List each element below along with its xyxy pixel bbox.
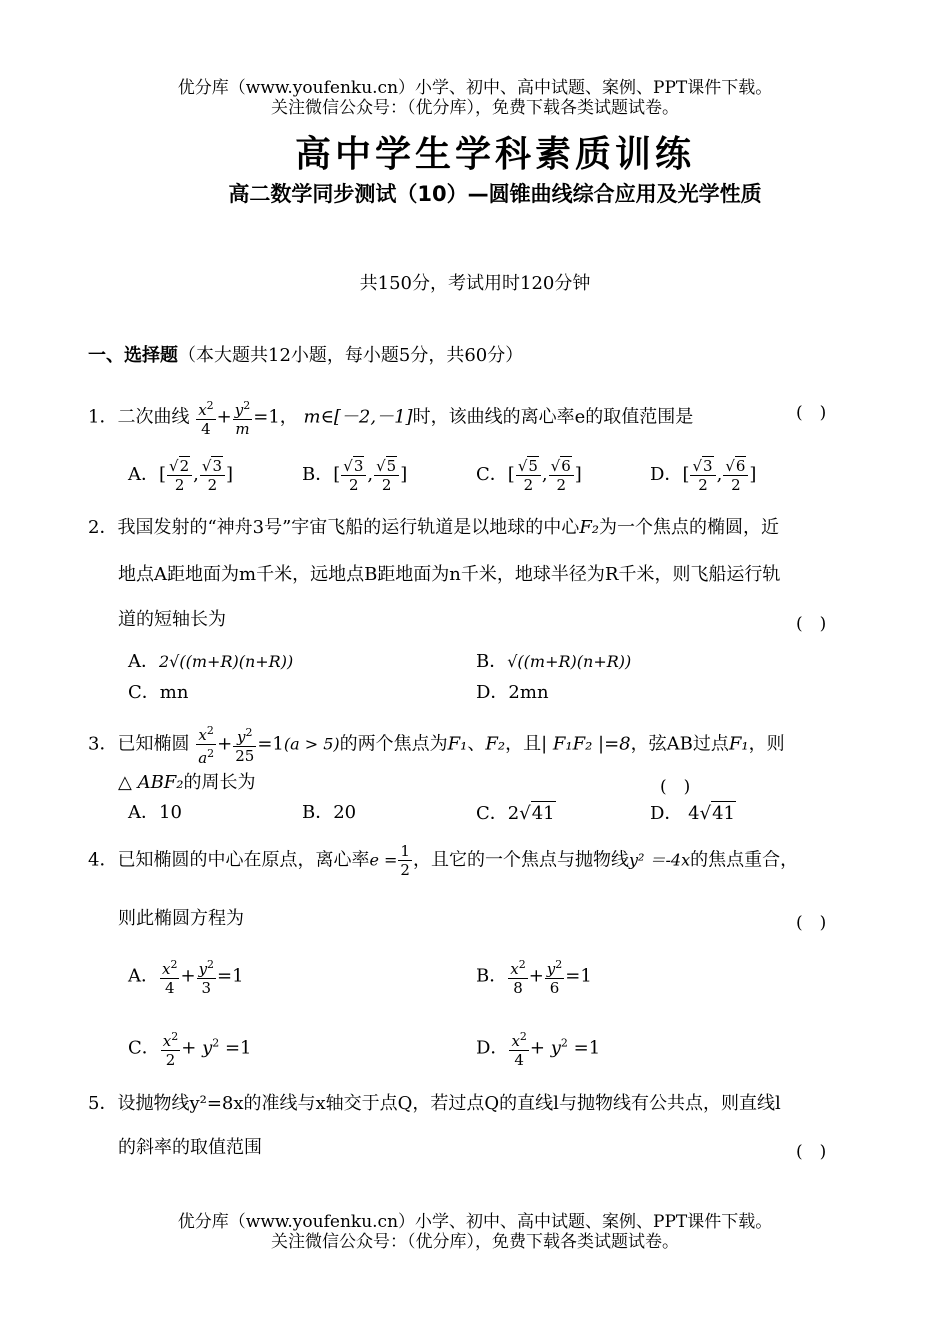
q4-option-b[interactable]: B． $\frac{x^2}{8}$ + $\frac{y^2}{6}$ =1 (476, 958, 592, 997)
q1-option-b-label: B． (302, 464, 334, 485)
q3-post: ，弦AB过点 (630, 733, 729, 755)
q2-text-a: 我国发射的“神舟3号”宇宙飞船的运行轨道是以地球的中心 (117, 517, 580, 538)
q4-post: 的焦点重合， (690, 849, 799, 871)
q4-option-d-label: D． (476, 1037, 509, 1059)
q4-answer-blank[interactable]: ( ) (796, 913, 827, 933)
q3-mid2: ，且 (505, 733, 542, 755)
q3-option-b[interactable]: B．20 (302, 802, 357, 823)
q5-answer-blank[interactable]: ( ) (796, 1142, 827, 1162)
q1-answer-blank[interactable]: ( ) (796, 403, 827, 423)
q3-f2: F₂ (485, 733, 506, 755)
q4-number: 4． (88, 849, 118, 871)
section-label: 一、选择题 (88, 345, 178, 366)
question-4-line2: 则此椭圆方程为 (118, 908, 244, 929)
page-title: 高中学生学科素质训练 (294, 134, 695, 175)
q3-answer-blank[interactable]: ( ) (660, 777, 691, 797)
q1-option-a[interactable]: A．[ $\frac{√2}{2}$ , $\frac{√3}{2}$ ] (128, 457, 234, 494)
q1-option-a-label: A． (128, 464, 159, 485)
question-2-line2: 地点A距地面为m千米，远地点B距地面为n千米，地球半径为R千米，则飞船运行轨 (118, 564, 781, 585)
q4-e: e = (369, 850, 398, 870)
q2-option-c[interactable]: C．mn (128, 682, 189, 703)
q2-option-b-expr: √((m+R)(n+R)) (507, 652, 632, 671)
question-3-line2 (118, 771, 256, 795)
page-subtitle: 高二数学同步测试（10）—圆锥曲线综合应用及光学性质 (228, 182, 762, 206)
q2-option-b-label: B． (476, 651, 508, 672)
q5-line1: 设抛物线y²=8x的准线与x轴交于点Q，若过点Q的直线l与抛物线有公共点，则直线l (117, 1093, 781, 1114)
q3-option-a[interactable]: A．10 (128, 802, 182, 823)
q2-option-a-expr: 2√((m+R)(n+R)) (159, 652, 294, 671)
watermark-header-line1: 优分库（www.youfenku.cn）小学、初中、高中试题、案例、PPT课件下载。 (177, 78, 773, 98)
q2-text-b: 为一个焦点的椭圆，近 (599, 517, 780, 538)
q2-option-a-label: A． (128, 651, 159, 672)
q3-line2-text: 的周长为 (183, 772, 256, 793)
q1-number: 1． (88, 406, 118, 428)
q1-option-c-label: C． (476, 464, 508, 485)
section-heading (88, 344, 523, 368)
q3-number: 3． (88, 733, 118, 755)
watermark-footer-line2: 关注微信公众号：（优分库），免费下载各类试题试卷。 (271, 1232, 679, 1252)
question-5-line2: 的斜率的取值范围 (118, 1137, 262, 1158)
q1-option-d[interactable]: D．[ $\frac{√3}{2}$ , $\frac{√6}{2}$ ] (650, 457, 757, 494)
q4-pre: 已知椭圆的中心在原点，离心率 (117, 849, 370, 871)
q3-pre: 已知椭圆 (117, 733, 190, 755)
q1-option-c[interactable]: C．[ $\frac{√5}{2}$ , $\frac{√6}{2}$ ] (476, 457, 582, 494)
q4-mid: ，且它的一个焦点与抛物线 (412, 849, 629, 871)
watermark-header-line2: 关注微信公众号：（优分库），免费下载各类试题试卷。 (271, 98, 679, 118)
question-4-line1: 4．已知椭圆的中心在原点，离心率e = $\frac{1}{2}$ ，且它的一个焦点与抛物线y² ＝-4x的焦点重合， (88, 842, 799, 879)
q3-option-d-coef: 4 (688, 803, 700, 824)
question-1: 1．二次曲线 $\frac{x^2}{4}$ + $\frac{y^2}{m}$ =1， m∈[－2,－1]时，该曲线的离心率e的取值范围是 (88, 399, 694, 438)
q1-frac-y: $\frac{y^2}{m}$ (234, 399, 251, 438)
q1-mid: ， (279, 406, 298, 428)
section-desc: （本大题共12小题，每小题5分，共60分） (178, 345, 524, 366)
q3-sep: 、 (467, 733, 486, 755)
q2-option-d[interactable]: D．2mn (476, 682, 549, 703)
q1-option-d-label: D． (650, 464, 683, 485)
q2-option-b[interactable] (476, 650, 631, 674)
q3-option-c-radicand: 41 (531, 803, 555, 824)
q4-option-a[interactable]: A． $\frac{x^2}{4}$ + $\frac{y^2}{3}$ =1 (128, 958, 244, 997)
q3-f1b: F₁ (728, 733, 749, 755)
question-2-line1 (88, 516, 779, 540)
q3-option-c[interactable]: C．2√41 (476, 803, 555, 824)
question-3-line1: 3．已知椭圆 $\frac{x^2}{a^2}$ + $\frac{y^2}{25}$ =1(a > 5)的两个焦点为F₁、F₂，且| F₁F₂ |=8，弦AB过点F₁，则 (88, 724, 785, 767)
q1-pre: 二次曲线 (117, 406, 190, 428)
question-2-line3: 道的短轴长为 (118, 609, 226, 630)
q4-parabola: y² ＝-4x (628, 850, 691, 870)
q4-option-b-label: B． (476, 965, 508, 987)
q1-range: m∈[－2,－1] (303, 406, 413, 428)
q3-option-d-label: D． (650, 803, 683, 824)
q5-number: 5． (88, 1093, 118, 1114)
q3-post2: ，则 (748, 733, 785, 755)
q4-option-a-label: A． (128, 965, 159, 987)
q3-f1: F₁ (447, 733, 468, 755)
q3-option-c-label: C．2 (476, 803, 520, 824)
q2-f2: F₂ (579, 517, 600, 538)
q3-option-d-radicand: 41 (712, 803, 736, 824)
exam-info: 共150分，考试用时120分钟 (359, 273, 591, 294)
q3-abs: | F₁F₂ |=8 (541, 733, 631, 755)
q3-option-d[interactable]: D． 4√41 (650, 803, 736, 824)
q1-option-b[interactable]: B．[ $\frac{√3}{2}$ , $\frac{√5}{2}$ ] (302, 457, 408, 494)
q4-option-c-label: C． (128, 1037, 160, 1059)
q2-option-a[interactable] (128, 650, 293, 674)
q1-post: 时，该曲线的离心率e的取值范围是 (412, 406, 694, 428)
q3-mid: 的两个焦点为 (339, 733, 448, 755)
question-5-line1 (88, 1092, 781, 1116)
q4-option-d[interactable]: D． $\frac{x^2}{4}$ + $y^2 =1$ (476, 1030, 601, 1069)
q3-condition: (a > 5) (283, 734, 340, 754)
watermark-footer-line1: 优分库（www.youfenku.cn）小学、初中、高中试题、案例、PPT课件下载。 (177, 1212, 773, 1232)
q4-option-c[interactable]: C． $\frac{x^2}{2}$ + $y^2 =1$ (128, 1030, 252, 1069)
q2-answer-blank[interactable]: ( ) (796, 614, 827, 634)
q1-frac-x: $\frac{x^2}{4}$ (198, 399, 214, 438)
q3-triangle: △ ABF₂ (118, 772, 184, 793)
q2-number: 2． (88, 517, 118, 538)
